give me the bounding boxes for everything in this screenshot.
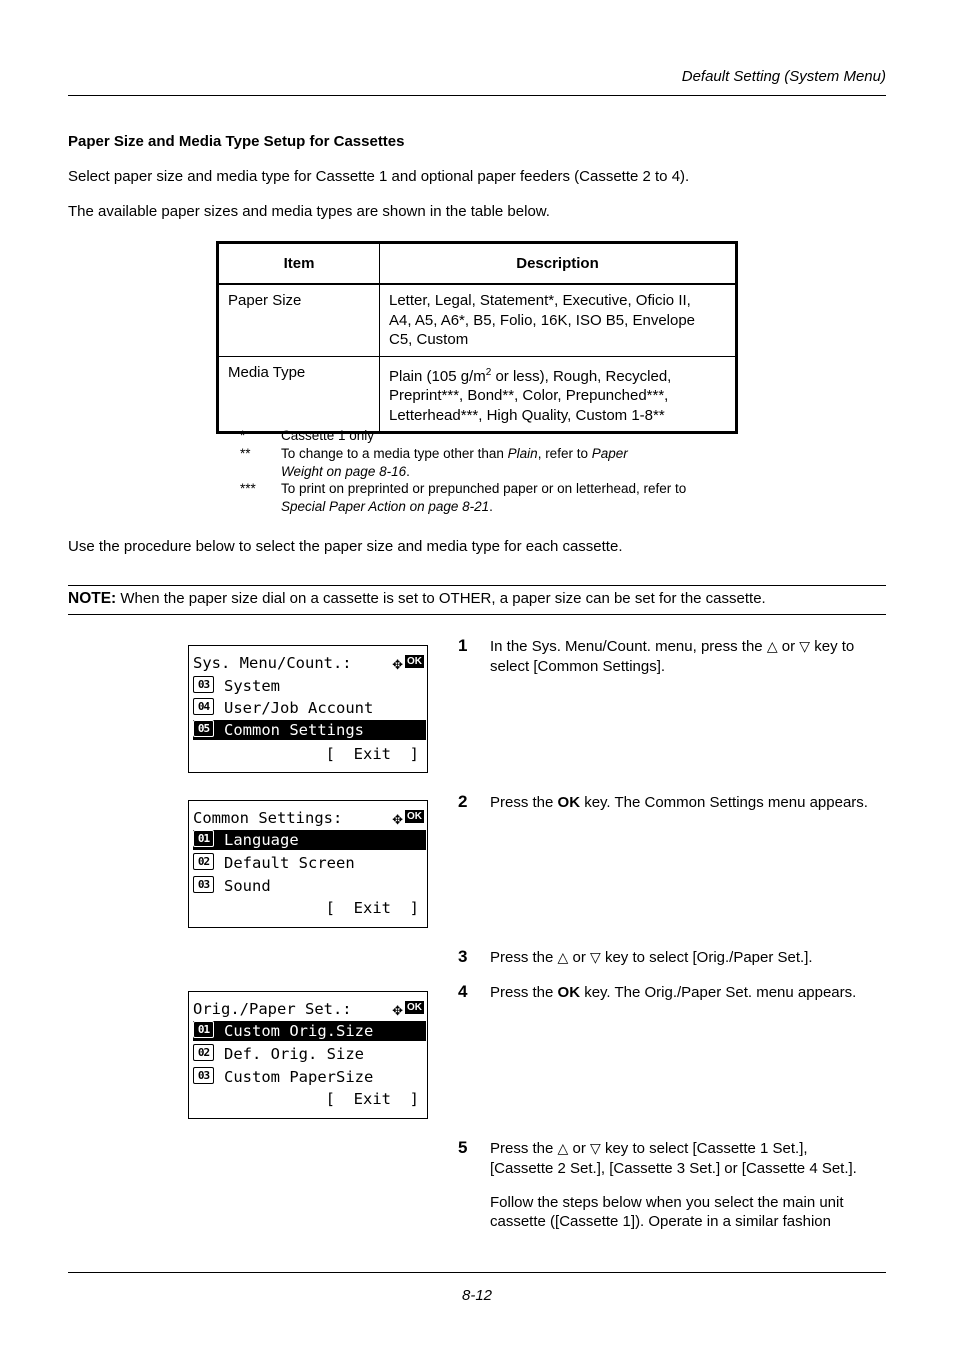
- item-label: Def. Orig. Size: [224, 1045, 364, 1063]
- table-cell-item: Media Type: [218, 356, 380, 433]
- desc-line: C5, Custom: [389, 331, 469, 348]
- desc-line: Letter, Legal, Statement*, Executive, Oficio II,: [389, 292, 691, 309]
- table-row: [218, 284, 737, 356]
- down-triangle-icon: ▽: [799, 639, 811, 655]
- item-number: 02: [193, 1044, 214, 1061]
- note-rule-top: [68, 585, 886, 586]
- item-label: Language: [224, 831, 299, 849]
- step-text-part: key. The Common Settings menu appears.: [580, 794, 868, 811]
- lcd-screen-common-settings: [188, 800, 428, 928]
- step-number: 3: [458, 947, 468, 966]
- item-number: 05: [193, 720, 214, 737]
- section-title: Paper Size and Media Type Setup for Cassettes: [68, 133, 405, 150]
- ok-key-label: OK: [557, 984, 581, 1001]
- lcd-menu-item[interactable]: [193, 1044, 427, 1064]
- item-number: 04: [193, 698, 214, 715]
- item-number: 03: [193, 876, 214, 893]
- step-text: [490, 983, 890, 1002]
- footnote-text: To change to a media type other than: [281, 446, 508, 461]
- running-header: Default Setting (System Menu): [681, 68, 886, 85]
- footnote-text: To print on preprinted or prepunched paper or on letterhead, refer to: [281, 481, 687, 496]
- step-text: [490, 1139, 890, 1178]
- desc-line: Letterhead***, High Quality, Custom 1-8**: [389, 406, 665, 424]
- step-number: 4: [458, 982, 468, 1001]
- footnote-mark: **: [240, 446, 251, 461]
- item-number: 01: [193, 830, 214, 847]
- lcd-title: Orig./Paper Set.:: [193, 1000, 352, 1018]
- paper-media-table: [216, 241, 738, 434]
- table-cell-description: [380, 356, 737, 433]
- table-cell-item: Paper Size: [218, 284, 380, 356]
- item-label: System: [224, 677, 280, 695]
- step-text-part: key to: [810, 638, 855, 655]
- step-text-part: Press the: [490, 949, 558, 966]
- lcd-menu-item[interactable]: [193, 876, 427, 896]
- four-way-arrow-icon: ✥: [392, 1004, 403, 1019]
- lcd-exit-softkey[interactable]: [ Exit ]: [325, 899, 419, 917]
- footnote-em: Plain: [507, 446, 538, 461]
- ok-key-label: OK: [557, 794, 581, 811]
- lcd-title: Sys. Menu/Count.:: [193, 654, 352, 672]
- lcd-exit-softkey[interactable]: [ Exit ]: [325, 1090, 419, 1108]
- intro-paragraph-1: Select paper size and media type for Cassette 1 and optional paper feeders (Cassette 2 to 4).: [68, 168, 690, 185]
- footnote-mark: ***: [240, 481, 256, 496]
- desc-text: Plain (105 g/m: [389, 367, 486, 385]
- step-text-part: Press the: [490, 794, 558, 811]
- lcd-title: Common Settings:: [193, 809, 343, 827]
- step-text-part: key to select [Cassette 1 Set.],: [600, 1140, 808, 1157]
- item-label: Common Settings: [224, 721, 364, 739]
- lcd-screen-orig-paper-set: [188, 991, 428, 1119]
- step-text-part: key. The Orig./Paper Set. menu appears.: [580, 984, 857, 1001]
- up-triangle-icon: △: [557, 950, 569, 966]
- ok-badge: OK: [407, 811, 422, 822]
- lcd-exit-softkey[interactable]: [ Exit ]: [325, 745, 419, 763]
- footnote-mark: *: [240, 428, 246, 443]
- lcd-menu-item-selected[interactable]: [193, 1021, 426, 1041]
- page-number: 8-12: [461, 1287, 493, 1304]
- footnote-link: Paper: [591, 446, 628, 461]
- table-header-row: [218, 243, 737, 285]
- step-text: [490, 637, 890, 676]
- desc-text: or less), Rough, Recycled,: [491, 367, 672, 385]
- desc-line: A4, A5, A6*, B5, Folio, 16K, ISO B5, Envelope: [389, 311, 696, 329]
- table-cell-description: [380, 284, 737, 356]
- lcd-menu-item-selected[interactable]: [193, 830, 426, 850]
- footer-rule: [68, 1272, 886, 1273]
- step-text-part: or: [568, 949, 590, 966]
- step-number: 1: [458, 636, 468, 655]
- step-text-part: select [Common Settings].: [490, 658, 666, 675]
- nav-ok-indicator: [392, 655, 424, 673]
- up-triangle-icon: △: [766, 639, 778, 655]
- step-text-part: or: [777, 638, 800, 655]
- footnote-text: .: [489, 498, 493, 514]
- item-number: 02: [193, 853, 214, 870]
- item-number: 03: [193, 1067, 214, 1084]
- up-triangle-icon: △: [557, 1141, 569, 1157]
- desc-line: Preprint***, Bond**, Color, Prepunched***,: [389, 387, 669, 404]
- four-way-arrow-icon: ✥: [392, 813, 403, 828]
- table-row: [218, 356, 737, 433]
- lcd-menu-item[interactable]: [193, 853, 427, 873]
- item-label: User/Job Account: [224, 699, 374, 717]
- lcd-menu-item-selected[interactable]: [193, 720, 426, 740]
- nav-ok-indicator: [392, 1001, 424, 1019]
- table-header-item: Item: [218, 243, 380, 285]
- note-text: When the paper size dial on a cassette is set to OTHER, a paper size can be set for the cassette.: [116, 590, 766, 607]
- footnote-text: , refer to: [537, 446, 592, 461]
- step-text-part: In the Sys. Menu/Count. menu, press the: [490, 638, 767, 655]
- superscript: 2: [485, 366, 492, 378]
- lcd-screen-sys-menu: [188, 645, 428, 773]
- step-text-part: cassette ([Cassette 1]). Operate in a similar fashion: [490, 1213, 831, 1230]
- ok-badge: OK: [407, 656, 422, 667]
- down-triangle-icon: ▽: [590, 1141, 601, 1157]
- step-text-part: Press the: [490, 1140, 558, 1157]
- step-text: [490, 793, 890, 812]
- table-header-description: Description: [380, 243, 737, 285]
- step-number: 2: [458, 792, 468, 811]
- item-label: Default Screen: [224, 854, 355, 872]
- header-rule: [68, 95, 886, 96]
- note-label: NOTE:: [68, 590, 117, 607]
- step-text-part: key to select [Orig./Paper Set.].: [600, 949, 813, 966]
- step-text-part: Press the: [490, 984, 558, 1001]
- nav-ok-indicator: [392, 810, 424, 828]
- intro-paragraph-2: The available paper sizes and media types are shown in the table below.: [68, 203, 550, 220]
- lcd-menu-item[interactable]: [193, 698, 427, 718]
- item-label: Sound: [224, 877, 271, 895]
- lcd-menu-item[interactable]: [193, 676, 427, 696]
- step-text: [490, 948, 890, 968]
- step-paragraph: [490, 1193, 890, 1231]
- lcd-menu-item[interactable]: [193, 1067, 427, 1087]
- item-number: 01: [193, 1021, 214, 1038]
- step-number: 5: [458, 1138, 468, 1157]
- ok-badge: OK: [407, 1002, 422, 1013]
- footnote-link: Weight on page 8-16: [281, 463, 407, 479]
- procedure-intro: Use the procedure below to select the paper size and media type for each cassette.: [68, 538, 623, 555]
- footnote-link: Special Paper Action on page 8-21: [281, 498, 490, 514]
- footnote-text: .: [406, 463, 410, 479]
- step-text-part: Follow the steps below when you select the main unit: [490, 1194, 844, 1211]
- note: [68, 590, 766, 608]
- footnote-text: Cassette 1 only: [281, 428, 375, 443]
- four-way-arrow-icon: ✥: [392, 658, 403, 673]
- down-triangle-icon: ▽: [590, 950, 601, 966]
- step-text-part: or: [568, 1140, 590, 1157]
- step-text-part: [Cassette 2 Set.], [Cassette 3 Set.] or [Cassette 4 Set.].: [490, 1160, 857, 1177]
- item-label: Custom Orig.Size: [224, 1022, 374, 1040]
- item-number: 03: [193, 676, 214, 693]
- item-label: Custom PaperSize: [224, 1068, 374, 1086]
- note-rule-bottom: [68, 614, 886, 615]
